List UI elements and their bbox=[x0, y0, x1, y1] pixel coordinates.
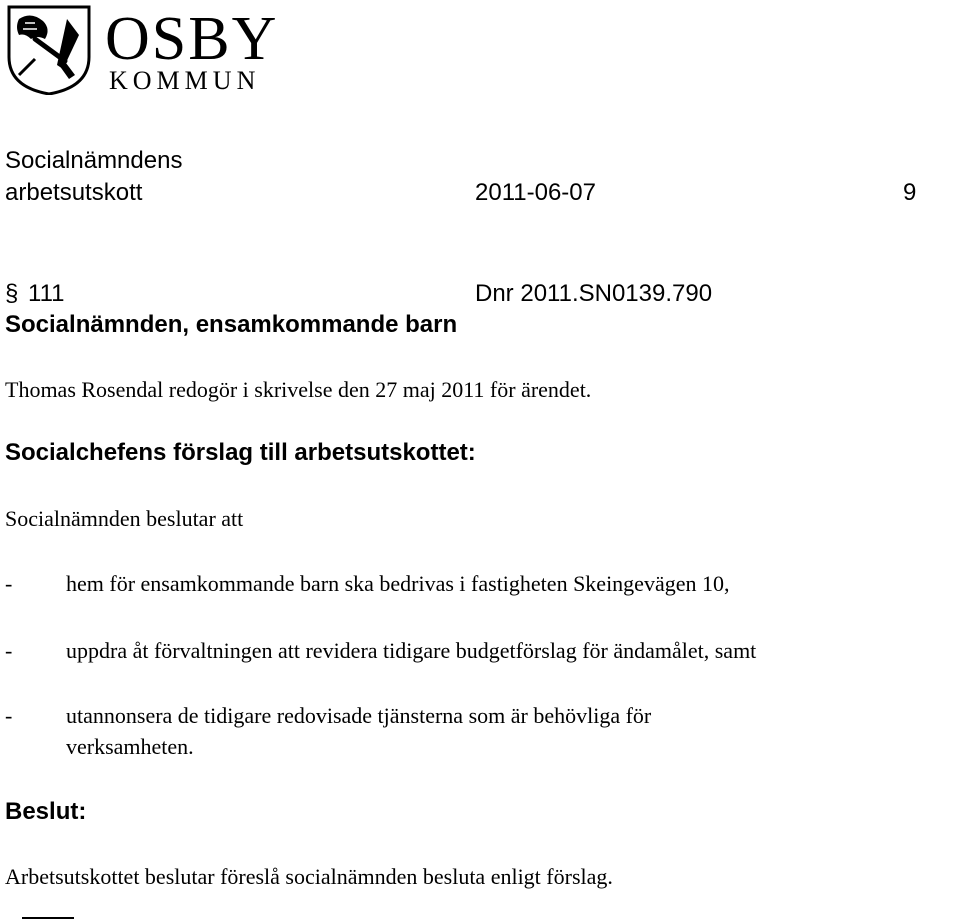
intro-text: Thomas Rosendal redogör i skrivelse den 27 maj 2011 för ärendet. bbox=[5, 377, 592, 402]
committee-name-line1: Socialnämndens bbox=[5, 147, 183, 174]
section-symbol: § bbox=[5, 280, 19, 307]
proposal-lead: Socialnämnden beslutar att bbox=[5, 506, 244, 531]
proposal-heading: Socialchefens förslag till arbetsutskottet: bbox=[5, 439, 476, 466]
meeting-date: 2011-06-07 bbox=[475, 179, 596, 206]
logo-name: OSBY bbox=[105, 5, 279, 73]
list-item: uppdra åt förvaltningen att revidera tidigare budgetförslag för ändamålet, samt bbox=[66, 638, 757, 663]
list-item: utannonsera de tidigare redovisade tjänsterna som är behövliga för bbox=[66, 703, 652, 728]
list-dash: - bbox=[5, 638, 13, 663]
signature-rule bbox=[22, 917, 74, 919]
list-dash: - bbox=[5, 571, 13, 596]
osby-coat-of-arms-icon bbox=[5, 5, 93, 95]
committee-name-line2: arbetsutskott bbox=[5, 179, 143, 206]
list-item-continuation: verksamheten. bbox=[66, 734, 194, 759]
section-number: 111 bbox=[28, 280, 65, 307]
section-title: Socialnämnden, ensamkommande barn bbox=[5, 311, 458, 338]
page-number: 9 bbox=[903, 179, 917, 206]
case-number: Dnr 2011.SN0139.790 bbox=[475, 280, 713, 307]
decision-text: Arbetsutskottet beslutar föreslå socialnämnden besluta enligt förslag. bbox=[5, 864, 613, 889]
logo-subtitle: KOMMUN bbox=[109, 66, 261, 95]
list-dash: - bbox=[5, 703, 13, 728]
decision-heading: Beslut: bbox=[5, 798, 87, 825]
osby-kommun-logo bbox=[5, 5, 279, 95]
list-item: hem för ensamkommande barn ska bedrivas i fastigheten Skeingevägen 10, bbox=[66, 571, 730, 596]
